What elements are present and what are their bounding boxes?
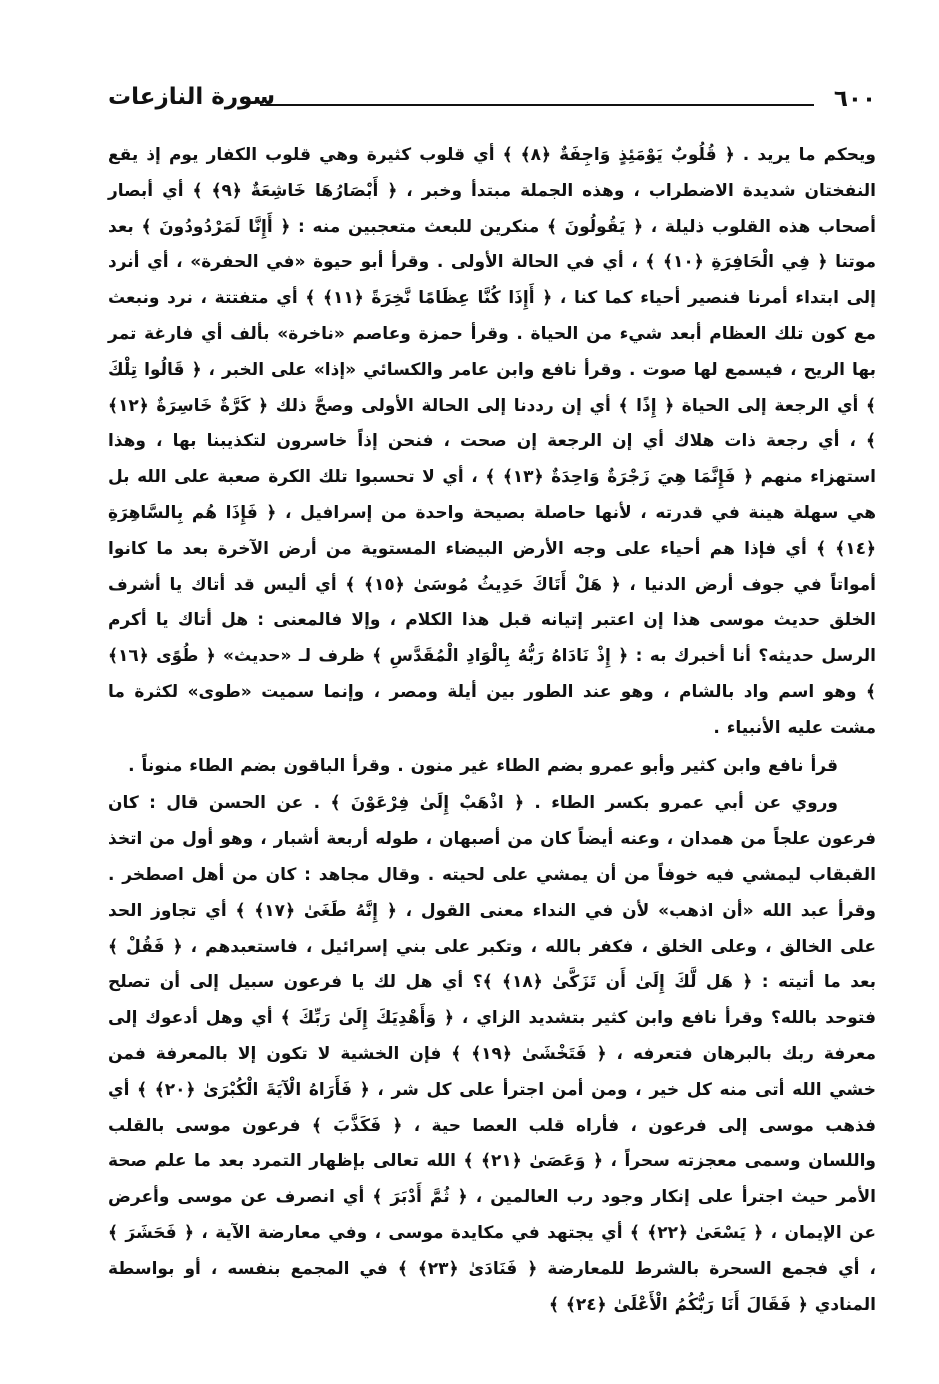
- paragraph-3: وروي عن أبي عمرو بكسر الطاء . ﴿ اذْهَبْ إِلَىٰ فِرْعَوْنَ ﴾ . عن الحسن قال : كان فرعون علجاً من همدان ، وعنه أيضاً كان من أصبهان ، طوله أربعة أشبار ، وهو أول من اتخذ القبقاب ليمشي فيه خوفاً من أن يمشي على لحيته . وقال مجاهد : كان من أهل اصطخر . وقرأ عبد الله «أن اذهب» لأن في النداء معنى القول ، ﴿ إِنَّهُ طَغَىٰ ﴿١٧﴾ ﴾ أي تجاوز الحد على الخالق ، وعلى الخلق ، فكفر بالله ، وتكبر على بني إسرائيل ، فاستعبدهم ، ﴿ فَقُلْ ﴾ بعد ما أتيته : ﴿ هَل لَّكَ إِلَىٰ أَن تَزَكَّىٰ ﴿١٨﴾ ﴾؟ أي هل لك يا فرعون سبيل إلى أن تصلح فتوحد بالله؟ وقرأ نافع وابن كثير بتشديد الزاي ، ﴿ وَأَهْدِيَكَ إِلَىٰ رَبِّكَ ﴾ أي وهل أدعوك إلى معرفة ربك بالبرهان فتعرفه ، ﴿ فَتَخْشَىٰ ﴿١٩﴾ ﴾ فإن الخشية لا تكون إلا بالمعرفة فمن خشي الله أتى منه كل خير ، ومن أمن اجترأ على كل شر ، ﴿ فَأَرَاهُ الْآيَةَ الْكُبْرَىٰ ﴿٢٠﴾ ﴾ أي فذهب موسى إلى فرعون ، فأراه قلب العصا حية ، ﴿ فَكَذَّبَ ﴾ فرعون موسى بالقلب واللسان وسمى معجزته سحراً ، ﴿ وَعَصَىٰ ﴿٢١﴾ ﴾ الله تعالى بإظهار التمرد بعد ما علم صحة الأمر حيث اجترأ على إنكار وجود رب العالمين ، ﴿ ثُمَّ أَدْبَرَ ﴾ أي انصرف عن موسى وأعرض عن الإيمان ، ﴿ يَسْعَىٰ ﴿٢٢﴾ ﴾ أي يجتهد في مكايدة موسى ، وفي معارضة الآية ، ﴿ فَحَشَرَ ﴾ ، أي فجمع السحرة بالشرط للمعارضة ﴿ فَنَادَىٰ ﴿٢٣﴾ ﴾ في المجمع بنفسه ، أو بواسطة المنادي ﴿ فَقَالَ أَنَا رَبُّكُمُ الْأَعْلَىٰ ﴿٢٤﴾ ﴾: [108, 793, 876, 1315]
- surah-title: سورة النازعات: [108, 84, 276, 110]
- page-number: ٦٠٠: [833, 86, 876, 112]
- paragraph-1: ويحكم ما يريد . ﴿ قُلُوبٌ يَوْمَئِذٍ وَاجِفَةٌ ﴿٨﴾ ﴾ أي قلوب كثيرة وهي قلوب الكفار يوم إذ يقع النفختان شديدة الاضطراب ، وهذه الجملة مبتدأ وخبر ، ﴿ أَبْصَارُهَا خَاشِعَةٌ ﴿٩﴾ ﴾ أي أبصار أصحاب هذه القلوب ذليلة ، ﴿ يَقُولُونَ ﴾ منكرين للبعث متعجبين منه : ﴿ أَإِنَّا لَمَرْدُودُونَ ﴾ بعد موتنا ﴿ فِي الْحَافِرَةِ ﴿١٠﴾ ﴾ ، أي في الحالة الأولى . وقرأ أبو حيوة «في الحفرة» ، أي أنرد إلى ابتداء أمرنا فنصير أحياء كما كنا ، ﴿ أَإِذَا كُنَّا عِظَامًا نَّخِرَةً ﴿١١﴾ ﴾ أي متفتتة ، نرد ونبعث مع كون تلك العظام أبعد شيء من الحياة . وقرأ حمزة وعاصم «ناخرة» بألف أي فارغة تمر بها الريح ، فيسمع لها صوت . وقرأ نافع وابن عامر والكسائي «إذا» على الخبر ، ﴿ قَالُوا تِلْكَ ﴾ أي الرجعة إلى الحياة ﴿ إِذًا ﴾ أي إن رددنا إلى الحالة الأولى وصحَّ ذلك ﴿ كَرَّةٌ خَاسِرَةٌ ﴿١٢﴾ ﴾ ، أي رجعة ذات هلاك أي إن الرجعة إن صحت ، فنحن إذاً خاسرون لتكذيبنا بها ، وهذا استهزاء منهم ﴿ فَإِنَّمَا هِيَ زَجْرَةٌ وَاحِدَةٌ ﴿١٣﴾ ﴾ ، أي لا تحسبوا تلك الكرة صعبة على الله بل هي سهلة هينة في قدرته ، لأنها حاصلة بصيحة واحدة من إسرافيل ، ﴿ فَإِذَا هُم بِالسَّاهِرَةِ ﴿١٤﴾ ﴾ أي فإذا هم أحياء على وجه الأرض البيضاء المستوية من أرض الآخرة بعد ما كانوا أمواتاً في جوف أرض الدنيا ، ﴿ هَلْ أَتَاكَ حَدِيثُ مُوسَىٰ ﴿١٥﴾ ﴾ أي أليس قد أتاك يا أشرف الخلق حديث موسى هذا إن اعتبر إتيانه قبل هذا الكلام ، وإلا فالمعنى : هل أتاك يا أكرم الرسل حديثه؟ أنا أخبرك به : ﴿ إِذْ نَادَاهُ رَبُّهُ بِالْوَادِ الْمُقَدَّسِ ﴾ ظرف لـ «حديث» ﴿ طُوًى ﴿١٦﴾ ﴾ وهو اسم واد بالشام ، وهو عند الطور بين أيلة ومصر ، وإنما سميت «طوى» لكثرة ما مشت عليه الأنبياء .: [108, 145, 877, 738]
- paragraph-2: قرأ نافع وابن كثير وأبو عمرو بضم الطاء غير منون . وقرأ الباقون بضم الطاء منوناً .: [128, 755, 838, 776]
- running-header: [108, 78, 876, 118]
- text-body: [108, 138, 876, 1323]
- header-rule: [260, 104, 814, 106]
